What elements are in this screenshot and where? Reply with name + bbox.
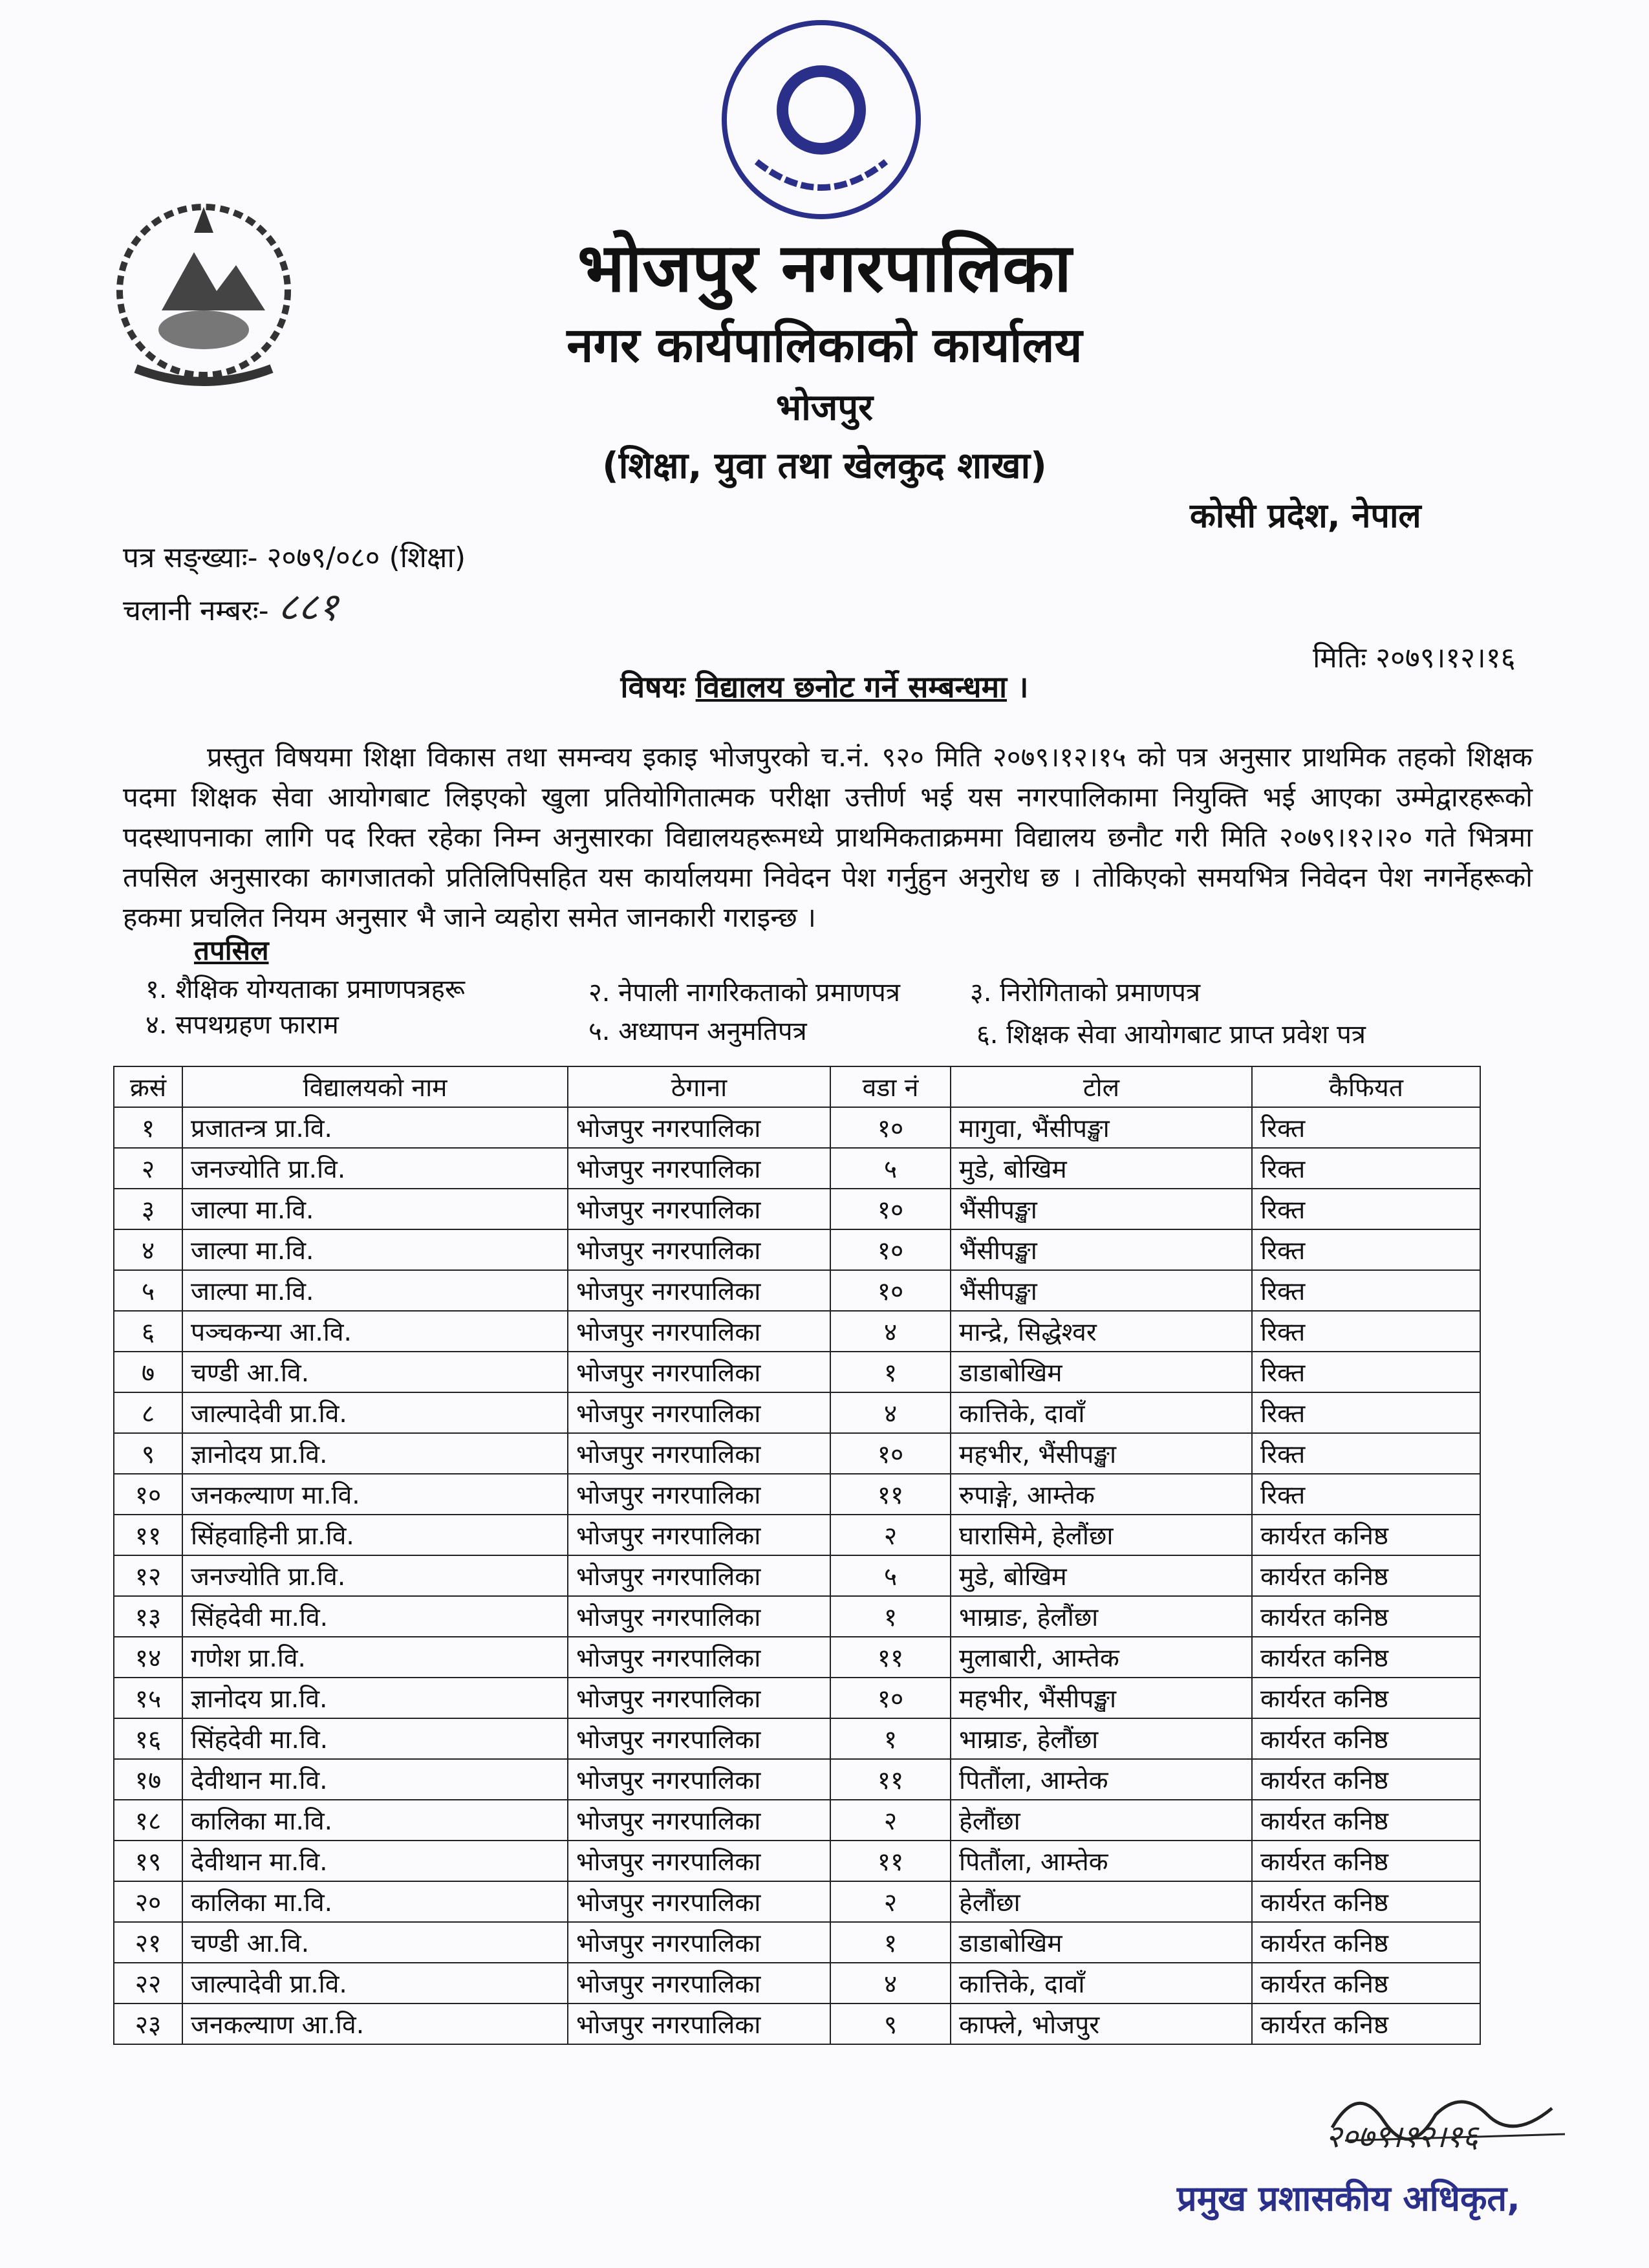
row-school-name: जनज्योति प्रा.वि. xyxy=(182,1148,568,1189)
row-tole: डाडाबोखिम xyxy=(951,1352,1252,1392)
row-remarks: कार्यरत कनिष्ठ xyxy=(1252,1718,1480,1759)
row-remarks: कार्यरत कनिष्ठ xyxy=(1252,1596,1480,1637)
row-remarks: कार्यरत कनिष्ठ xyxy=(1252,1678,1480,1718)
row-address: भोजपुर नगरपालिका xyxy=(568,1433,830,1474)
row-address: भोजपुर नगरपालिका xyxy=(568,1189,830,1229)
table-row xyxy=(114,1270,1480,1311)
row-ward: ११ xyxy=(830,1759,951,1800)
row-serial: ५ xyxy=(114,1270,182,1311)
table-row xyxy=(114,1392,1480,1433)
row-ward: ९ xyxy=(830,2003,951,2044)
row-tole: महभीर, भैंसीपङ्खा xyxy=(951,1433,1252,1474)
row-tole: भाम्राङ, हेलौंछा xyxy=(951,1596,1252,1637)
table-row xyxy=(114,1800,1480,1841)
table-row xyxy=(114,2003,1480,2044)
table-row xyxy=(114,1637,1480,1678)
row-remarks: कार्यरत कनिष्ठ xyxy=(1252,1922,1480,1963)
row-remarks: रिक्त xyxy=(1252,1392,1480,1433)
row-school-name: जाल्पा मा.वि. xyxy=(182,1270,568,1311)
row-school-name: पञ्चकन्या आ.वि. xyxy=(182,1311,568,1352)
row-tole: भाम्राङ, हेलौंछा xyxy=(951,1718,1252,1759)
row-tole: मागुवा, भैंसीपङ्खा xyxy=(951,1107,1252,1148)
row-school-name: जनकल्याण आ.वि. xyxy=(182,2003,568,2044)
table-row xyxy=(114,1596,1480,1637)
row-ward: १ xyxy=(830,1922,951,1963)
table-row xyxy=(114,1922,1480,1963)
row-tole: मुलाबारी, आम्तेक xyxy=(951,1637,1252,1678)
row-address: भोजपुर नगरपालिका xyxy=(568,1474,830,1515)
table-row xyxy=(114,1189,1480,1229)
municipality-title: भोजपुर नगरपालिका xyxy=(577,228,1072,307)
row-school-name: चण्डी आ.वि. xyxy=(182,1352,568,1392)
row-serial: ११ xyxy=(114,1515,182,1555)
row-tole: मुडे, बोखिम xyxy=(951,1555,1252,1596)
row-tole: डाडाबोखिम xyxy=(951,1922,1252,1963)
row-remarks: कार्यरत कनिष्ठ xyxy=(1252,1759,1480,1800)
location-title: भोजपुर xyxy=(775,387,874,429)
row-ward: ४ xyxy=(830,1392,951,1433)
row-tole: भैंसीपङ्खा xyxy=(951,1270,1252,1311)
dispatch-number xyxy=(123,579,338,632)
table-row xyxy=(114,1311,1480,1352)
document-item: १. शैक्षिक योग्यताका प्रमाणपत्रहरू xyxy=(146,975,465,1004)
row-remarks: कार्यरत कनिष्ठ xyxy=(1252,1555,1480,1596)
subject-end: । xyxy=(1017,669,1029,704)
row-tole: हेलौंछा xyxy=(951,1881,1252,1922)
table-row xyxy=(114,1107,1480,1148)
document-item: ५. अध्यापन अनुमतिपत्र xyxy=(588,1017,807,1046)
row-serial: १४ xyxy=(114,1637,182,1678)
row-tole: रुपाङ्गे, आम्तेक xyxy=(951,1474,1252,1515)
row-tole: पितौंला, आम्तेक xyxy=(951,1759,1252,1800)
row-address: भोजपुर नगरपालिका xyxy=(568,1963,830,2003)
table-row xyxy=(114,1678,1480,1718)
subject-line xyxy=(0,666,1649,706)
row-remarks: रिक्त xyxy=(1252,1229,1480,1270)
col-remarks: कैफियत xyxy=(1252,1066,1480,1107)
signature-date: २०७९।१२।१६ xyxy=(1326,2119,1479,2155)
row-ward: १० xyxy=(830,1229,951,1270)
row-remarks: कार्यरत कनिष्ठ xyxy=(1252,2003,1480,2044)
row-school-name: गणेश प्रा.वि. xyxy=(182,1637,568,1678)
office-title: नगर कार्यपालिकाको कार्यालय xyxy=(566,318,1083,373)
row-serial: ६ xyxy=(114,1311,182,1352)
table-body xyxy=(114,1107,1480,2044)
row-serial: ३ xyxy=(114,1189,182,1229)
row-remarks: रिक्त xyxy=(1252,1433,1480,1474)
row-ward: ११ xyxy=(830,1841,951,1881)
row-school-name: ज्ञानोदय प्रा.वि. xyxy=(182,1678,568,1718)
row-serial: १० xyxy=(114,1474,182,1515)
row-remarks: रिक्त xyxy=(1252,1352,1480,1392)
row-serial: १३ xyxy=(114,1596,182,1637)
table-row xyxy=(114,1229,1480,1270)
table-row xyxy=(114,1718,1480,1759)
row-serial: १५ xyxy=(114,1678,182,1718)
row-remarks: रिक्त xyxy=(1252,1148,1480,1189)
table-row xyxy=(114,1555,1480,1596)
row-ward: २ xyxy=(830,1515,951,1555)
row-remarks: रिक्त xyxy=(1252,1311,1480,1352)
row-ward: १० xyxy=(830,1189,951,1229)
date-value: २०७९।१२।१६ xyxy=(1375,642,1516,675)
row-remarks: कार्यरत कनिष्ठ xyxy=(1252,1963,1480,2003)
row-address: भोजपुर नगरपालिका xyxy=(568,1596,830,1637)
signatory-title: प्रमुख प्रशासकीय अधिकृत, xyxy=(1177,2178,1520,2219)
province-label: कोसी प्रदेश, नेपाल xyxy=(1190,497,1421,535)
row-tole: पितौंला, आम्तेक xyxy=(951,1841,1252,1881)
letter-number-value: २०७९/०८० (शिक्षा) xyxy=(266,541,466,574)
row-ward: १० xyxy=(830,1433,951,1474)
row-remarks: कार्यरत कनिष्ठ xyxy=(1252,1637,1480,1678)
subject-text: विद्यालय छनोट गर्ने सम्बन्धमा xyxy=(695,669,1007,704)
row-school-name: जाल्पादेवी प्रा.वि. xyxy=(182,1963,568,2003)
row-serial: २२ xyxy=(114,1963,182,2003)
row-tole: कात्तिके, दावाँ xyxy=(951,1392,1252,1433)
table-row xyxy=(114,1148,1480,1189)
tapasil-heading: तपसिल xyxy=(194,934,269,966)
row-school-name: प्रजातन्त्र प्रा.वि. xyxy=(182,1107,568,1148)
branch-title: (शिक्षा, युवा तथा खेलकुद शाखा) xyxy=(602,445,1047,487)
row-school-name: जनकल्याण मा.वि. xyxy=(182,1474,568,1515)
table-row xyxy=(114,1841,1480,1881)
row-address: भोजपुर नगरपालिका xyxy=(568,1759,830,1800)
row-tole: भैंसीपङ्खा xyxy=(951,1229,1252,1270)
row-address: भोजपुर नगरपालिका xyxy=(568,1392,830,1433)
row-ward: २ xyxy=(830,1800,951,1841)
table-row xyxy=(114,1881,1480,1922)
row-serial: १२ xyxy=(114,1555,182,1596)
table-header-row xyxy=(114,1066,1480,1107)
row-school-name: चण्डी आ.वि. xyxy=(182,1922,568,1963)
row-school-name: देवीथान मा.वि. xyxy=(182,1841,568,1881)
row-school-name: ज्ञानोदय प्रा.वि. xyxy=(182,1433,568,1474)
row-remarks: कार्यरत कनिष्ठ xyxy=(1252,1800,1480,1841)
school-table xyxy=(113,1066,1481,2045)
row-ward: ४ xyxy=(830,1311,951,1352)
row-school-name: जाल्पादेवी प्रा.वि. xyxy=(182,1392,568,1433)
col-tole: टोल xyxy=(951,1066,1252,1107)
row-school-name: देवीथान मा.वि. xyxy=(182,1759,568,1800)
body-paragraph: प्रस्तुत विषयमा शिक्षा विकास तथा समन्वय इकाइ भोजपुरको च.नं. ९२० मिति २०७९।१२।१५ को पत्र अनुसार प्राथमिक तहको शिक्षक पदमा शिक्षक सेवा आयोगबाट लिइएको खुला प्रतियोगितात्मक परीक्षा उत्तीर्ण भई यस नगरपालिकामा नियुक्ति भई आएका उम्मेद्वारहरूको पदस्थापनाका लागि पद रिक्त रहेका निम्न अनुसारका विद्यालयहरूमध्ये प्राथमिकताक्रममा विद्यालय छनौट गरी मिति २०७९।१२।२० गते भित्रमा तपसिल अनुसारका कागजातको प्रतिलिपिसहित यस कार्यालयमा निवेदन पेश गर्नुहुन अनुरोध छ । तोकिएको समयभित्र निवेदन पेश नगर्नेहरूको हकमा प्रचलित नियम अनुसार भै जाने व्यहोरा समेत जानकारी गराइन्छ । xyxy=(123,741,1533,933)
row-serial: २३ xyxy=(114,2003,182,2044)
row-serial: २ xyxy=(114,1148,182,1189)
row-ward: ५ xyxy=(830,1148,951,1189)
row-address: भोजपुर नगरपालिका xyxy=(568,1678,830,1718)
row-school-name: कालिका मा.वि. xyxy=(182,1881,568,1922)
dispatch-number-value: ८८१ xyxy=(277,585,339,630)
row-address: भोजपुर नगरपालिका xyxy=(568,1229,830,1270)
date-label: मितिः xyxy=(1313,642,1367,675)
row-school-name: सिंहदेवी मा.वि. xyxy=(182,1718,568,1759)
row-ward: १ xyxy=(830,1596,951,1637)
table-row xyxy=(114,1433,1480,1474)
row-address: भोजपुर नगरपालिका xyxy=(568,1841,830,1881)
row-tole: भैंसीपङ्खा xyxy=(951,1189,1252,1229)
table-row xyxy=(114,1474,1480,1515)
row-address: भोजपुर नगरपालिका xyxy=(568,1311,830,1352)
row-address: भोजपुर नगरपालिका xyxy=(568,1555,830,1596)
row-ward: १० xyxy=(830,1678,951,1718)
table-row xyxy=(114,1963,1480,2003)
row-remarks: रिक्त xyxy=(1252,1474,1480,1515)
col-address: ठेगाना xyxy=(568,1066,830,1107)
row-address: भोजपुर नगरपालिका xyxy=(568,1352,830,1392)
row-ward: १० xyxy=(830,1107,951,1148)
row-tole: काफ्ले, भोजपुर xyxy=(951,2003,1252,2044)
document-item: ४. सपथग्रहण फाराम xyxy=(146,1010,339,1040)
row-serial: १६ xyxy=(114,1718,182,1759)
row-ward: ५ xyxy=(830,1555,951,1596)
col-ward: वडा नं xyxy=(830,1066,951,1107)
col-school-name: विद्यालयको नाम xyxy=(182,1066,568,1107)
row-school-name: जाल्पा मा.वि. xyxy=(182,1229,568,1270)
row-school-name: जाल्पा मा.वि. xyxy=(182,1189,568,1229)
row-serial: १७ xyxy=(114,1759,182,1800)
row-address: भोजपुर नगरपालिका xyxy=(568,1881,830,1922)
row-serial: १९ xyxy=(114,1841,182,1881)
document-item: २. नेपाली नागरिकताको प्रमाणपत्र xyxy=(588,978,900,1008)
row-remarks: कार्यरत कनिष्ठ xyxy=(1252,1515,1480,1555)
row-address: भोजपुर नगरपालिका xyxy=(568,1270,830,1311)
row-address: भोजपुर नगरपालिका xyxy=(568,1922,830,1963)
subject-label: विषयः xyxy=(620,669,685,704)
row-tole: महभीर, भैंसीपङ्खा xyxy=(951,1678,1252,1718)
table-row xyxy=(114,1352,1480,1392)
row-remarks: रिक्त xyxy=(1252,1107,1480,1148)
row-tole: कात्तिके, दावाँ xyxy=(951,1963,1252,2003)
row-address: भोजपुर नगरपालिका xyxy=(568,1515,830,1555)
row-tole: हेलौंछा xyxy=(951,1800,1252,1841)
row-serial: ७ xyxy=(114,1352,182,1392)
row-serial: ९ xyxy=(114,1433,182,1474)
row-remarks: रिक्त xyxy=(1252,1270,1480,1311)
row-address: भोजपुर नगरपालिका xyxy=(568,1148,830,1189)
row-ward: १ xyxy=(830,1718,951,1759)
row-school-name: सिंहदेवी मा.वि. xyxy=(182,1596,568,1637)
row-ward: ११ xyxy=(830,1474,951,1515)
letter-body xyxy=(123,737,1533,938)
row-serial: ४ xyxy=(114,1229,182,1270)
row-ward: १० xyxy=(830,1270,951,1311)
table-row xyxy=(114,1515,1480,1555)
office-stamp xyxy=(685,13,957,226)
row-school-name: जनज्योति प्रा.वि. xyxy=(182,1555,568,1596)
row-address: भोजपुर नगरपालिका xyxy=(568,1637,830,1678)
row-ward: ४ xyxy=(830,1963,951,2003)
dispatch-number-label: चलानी नम्बरः- xyxy=(123,594,269,627)
row-school-name: सिंहवाहिनी प्रा.वि. xyxy=(182,1515,568,1555)
row-tole: घारासिमे, हेलौंछा xyxy=(951,1515,1252,1555)
row-serial: १८ xyxy=(114,1800,182,1841)
row-remarks: कार्यरत कनिष्ठ xyxy=(1252,1841,1480,1881)
row-address: भोजपुर नगरपालिका xyxy=(568,1718,830,1759)
table-row xyxy=(114,1759,1480,1800)
document-item: ३. निरोगिताको प्रमाणपत्र xyxy=(970,978,1201,1008)
row-remarks: कार्यरत कनिष्ठ xyxy=(1252,1881,1480,1922)
row-ward: १ xyxy=(830,1352,951,1392)
row-school-name: कालिका मा.वि. xyxy=(182,1800,568,1841)
row-serial: ८ xyxy=(114,1392,182,1433)
row-remarks: रिक्त xyxy=(1252,1189,1480,1229)
row-serial: २० xyxy=(114,1881,182,1922)
letter-number xyxy=(123,537,466,576)
row-address: भोजपुर नगरपालिका xyxy=(568,1107,830,1148)
row-serial: १ xyxy=(114,1107,182,1148)
col-serial: क्रसं xyxy=(114,1066,182,1107)
row-address: भोजपुर नगरपालिका xyxy=(568,2003,830,2044)
row-ward: २ xyxy=(830,1881,951,1922)
row-tole: मुडे, बोखिम xyxy=(951,1148,1252,1189)
row-address: भोजपुर नगरपालिका xyxy=(568,1800,830,1841)
row-tole: मान्द्रे, सिद्धेश्वर xyxy=(951,1311,1252,1352)
document-item: ६. शिक्षक सेवा आयोगबाट प्राप्त प्रवेश पत्र xyxy=(976,1020,1366,1050)
row-ward: ११ xyxy=(830,1637,951,1678)
row-serial: २१ xyxy=(114,1922,182,1963)
letter-number-label: पत्र सङ्ख्याः- xyxy=(123,541,258,574)
